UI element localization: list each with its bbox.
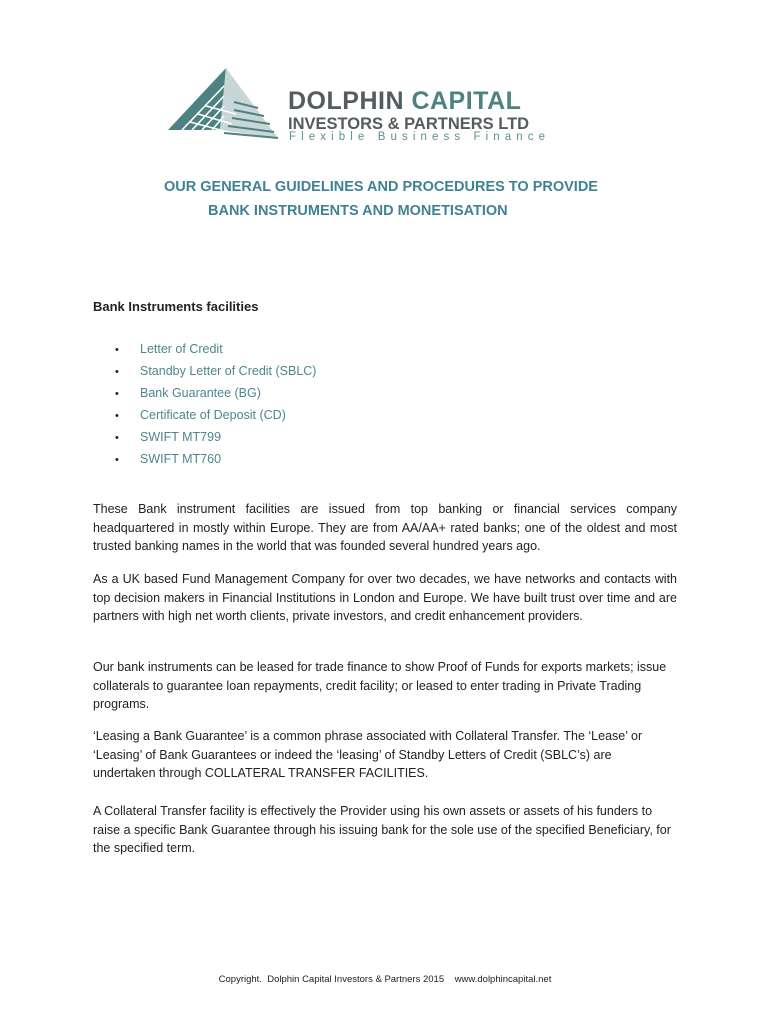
list-item-label: Certificate of Deposit (CD) — [140, 408, 286, 422]
list-item — [115, 385, 316, 407]
section-heading: Bank Instruments facilities — [93, 299, 259, 314]
logo-name-line2: INVESTORS & PARTNERS LTD — [288, 115, 530, 133]
footer-copyright: Copyright. Dolphin Capital Investors & Partners 2015 — [218, 974, 445, 985]
bullet-icon: • — [115, 366, 119, 378]
bullet-icon: • — [115, 388, 119, 400]
bullet-icon: • — [115, 410, 119, 422]
list-item-label: Standby Letter of Credit (SBLC) — [140, 364, 317, 378]
bullet-icon: • — [115, 432, 119, 444]
list-item — [115, 363, 316, 385]
company-logo — [168, 66, 551, 146]
list-item-label: SWIFT MT760 — [140, 452, 222, 466]
logo-tagline: Flexible Business Finance — [289, 131, 551, 143]
list-item-label: SWIFT MT799 — [140, 430, 222, 444]
document-title-line1: OUR GENERAL GUIDELINES AND PROCEDURES TO PROVIDE — [164, 179, 598, 195]
logo-name-line1 — [288, 89, 521, 114]
list-item — [115, 407, 316, 429]
document-title-line2: BANK INSTRUMENTS AND MONETISATION — [208, 203, 508, 219]
paragraph-collateral-transfer: A Collateral Transfer facility is effectively the Provider using his own assets or assets of his funders to raise a specific Bank Guarantee through his issuing bank for the sole use of the specified Beneficiary, for the specified term. — [93, 804, 671, 855]
logo-name-part1: DOLPHIN — [288, 87, 404, 115]
page-footer — [0, 975, 770, 985]
paragraph-bank-instruments: These Bank instrument facilities are issued from top banking or financial services company headquartered in mostly within Europe. They are from AA/AA+ rated banks; one of the oldest and most trusted banking names in the world that was founded several hundred years ago. — [93, 502, 677, 553]
bullet-icon: • — [115, 344, 119, 356]
list-item — [115, 429, 316, 451]
triangle-logo-icon — [168, 66, 288, 146]
list-item-label: Bank Guarantee (BG) — [140, 386, 261, 400]
paragraph-uk-company: As a UK based Fund Management Company for over two decades, we have networks and contacts with top decision makers in Financial Institutions in London and Europe. We have built trust over time and are partners with high net worth clients, private investors, and credit enhancement providers. — [93, 572, 677, 623]
footer-website-link[interactable]: www.dolphincapital.net — [454, 974, 552, 985]
logo-name-part2: CAPITAL — [411, 87, 522, 115]
bank-instruments-list — [115, 341, 316, 473]
list-item — [115, 451, 316, 473]
bullet-icon: • — [115, 454, 119, 466]
paragraph-leasing-uses: Our bank instruments can be leased for trade finance to show Proof of Funds for exports markets; issue collaterals to guarantee loan repayments, credit facility; or leased to enter trading in Private Trading programs. — [93, 660, 667, 711]
list-item-label: Letter of Credit — [140, 342, 223, 356]
list-item — [115, 341, 316, 363]
paragraph-leasing-bank-guarantee: ‘Leasing a Bank Guarantee’ is a common phrase associated with Collateral Transfer. The ‘Lease’ or ‘Leasing’ of Bank Guarantees or indeed the ‘leasing’ of Standby Letters of Credit (SBLC’s) are undertaken through COLLATERAL TRANSFER FACILITIES. — [93, 729, 643, 780]
